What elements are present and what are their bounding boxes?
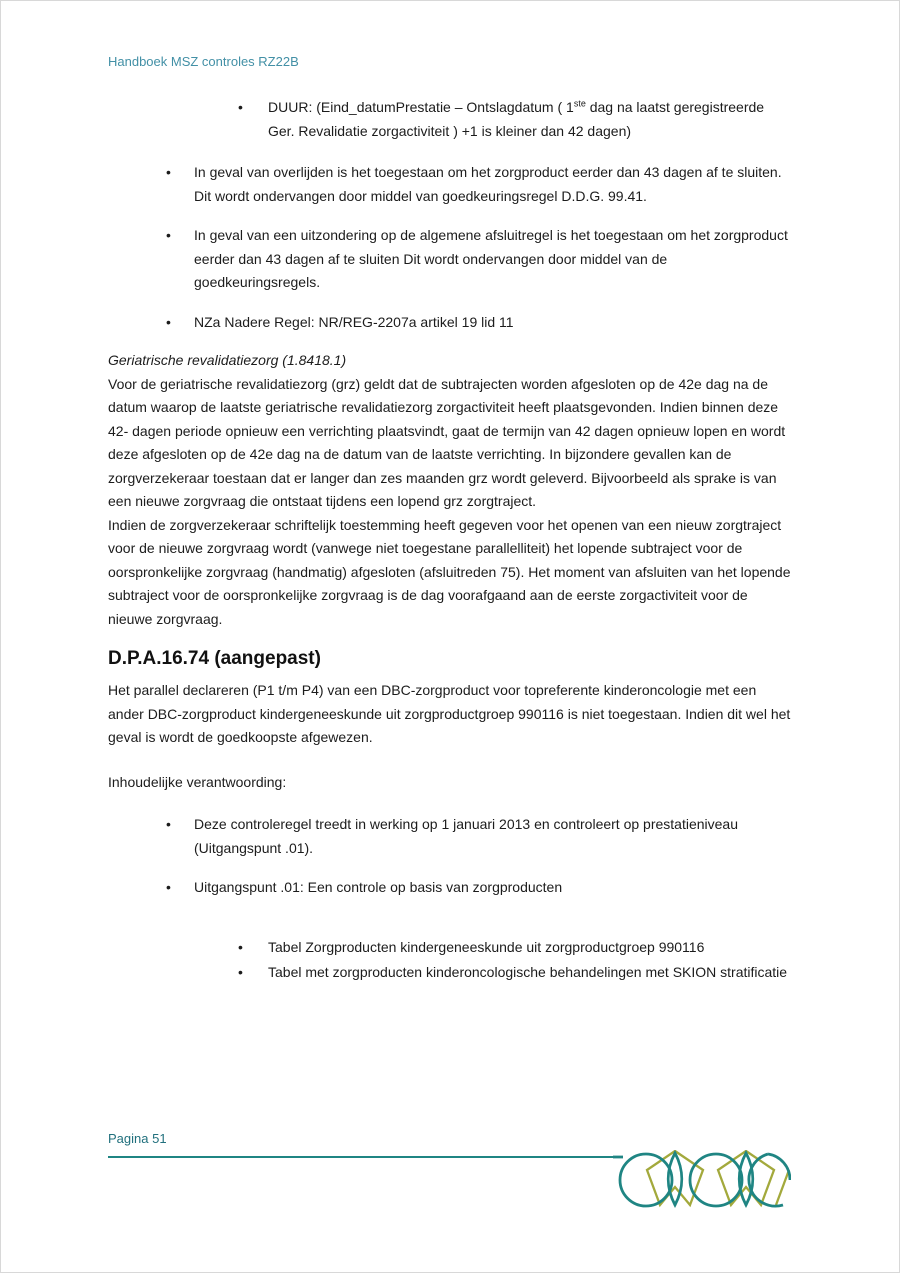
bullet-marker: •	[166, 164, 171, 180]
bullet-item-tabel-kindergeneeskunde	[108, 936, 794, 960]
bullet-item-nza-regel	[108, 311, 794, 335]
bullet-list-tabellen	[108, 936, 794, 985]
bullet-marker: •	[166, 816, 171, 832]
footer-page-number: Pagina 51	[108, 1131, 167, 1146]
bullet-marker: •	[238, 964, 243, 980]
bullet-list-verantwoording	[108, 813, 794, 900]
bullet-item-controleregel	[108, 813, 794, 860]
document-content	[108, 1, 794, 987]
document-header-title: Handboek MSZ controles RZ22B	[108, 54, 299, 69]
label-inhoudelijke-verantwoording: Inhoudelijke verantwoording:	[108, 773, 287, 790]
duur-text-pre: DUUR: (Eind_datumPrestatie – Ontslagdatum ( 1	[268, 99, 574, 115]
bullet-item-uitgangspunt	[108, 876, 794, 900]
paragraph-grz-1: Voor de geriatrische revalidatiezorg (grz) geldt dat de subtrajecten worden afgesloten op de 42e dag na de datum waarop de laatste geriatrische revalidatiezorg zorgactiviteit heeft plaatsgevonden. Indien binnen deze 42- dagen periode opnieuw een verrichting plaatsvindt, gaat de termijn van 42 dagen opnieuw lopen en wordt deze afgesloten op de 42e dag na de datum van de laatste verrichting. In bijzondere gevallen kan de zorgverzekeraar toestaan dat er langer dan zes maanden grz wordt geleverd. Bijvoorbeeld als sprake is van een nieuwe zorgvraag die ontstaat tijdens een lopend grz zorgtraject.	[108, 375, 786, 509]
bullet-text: In geval van een uitzondering op de algemene afsluitregel is het toegestaan om het zorgproduct eerder dan 43 dagen af te sluiten Dit wordt ondervangen door middel van de goedkeuringsregels.	[194, 227, 788, 290]
bullet-item-overlijden	[108, 161, 794, 208]
bullet-text: Deze controleregel treedt in werking op 1 januari 2013 en controleert op prestatieniveau (Uitgangspunt .01).	[194, 816, 739, 856]
bullet-text-duur	[268, 96, 794, 143]
paragraph-grz-2: Indien de zorgverzekeraar schriftelijk toestemming heeft gegeven voor het openen van een nieuw zorgtraject voor de nieuwe zorgvraag wordt (vanwege niet toegestane parallelliteit) het lopende subtraject voor de oorspronkelijke zorgvraag (handmatig) afgesloten (afsluitreden 75). Het moment van afsluiten van het lopende subtraject voor de oorspronkelijke zorgvraag is de dag voorafgaand aan de eerste zorgactiviteit voor de nieuwe zorgvraag.	[108, 516, 791, 627]
organization-logo-icon	[613, 1150, 791, 1208]
bullet-text: NZa Nadere Regel: NR/REG-2207a artikel 19 lid 11	[194, 313, 514, 330]
bullet-text: Tabel Zorgproducten kindergeneeskunde uit zorgproductgroep 990116	[268, 938, 705, 955]
duur-text-post: dag na laatst geregistreerde Ger. Revalidatie zorgactiviteit ) +1 is kleiner dan 42 dagen)	[268, 99, 765, 139]
bullet-item-uitzondering	[108, 224, 794, 295]
footer-divider-line	[108, 1156, 616, 1158]
bullet-item-tabel-kinderoncologisch	[108, 961, 794, 985]
bullet-text: In geval van overlijden is het toegestaan om het zorgproduct eerder dan 43 dagen af te sluiten. Dit wordt ondervangen door middel van goedkeuringsregel D.D.G. 99.41.	[194, 164, 782, 204]
bullet-text: Tabel met zorgproducten kinderoncologische behandelingen met SKION stratificatie	[268, 964, 788, 980]
section-heading-geriatrische-revalidatiezorg: Geriatrische revalidatiezorg (1.8418.1)	[108, 352, 347, 368]
bullet-marker: •	[238, 938, 243, 955]
bullet-text: Uitgangspunt .01: Een controle op basis van zorgproducten	[194, 879, 563, 895]
bullet-list-level1	[108, 161, 794, 334]
bullet-item-duur	[108, 96, 794, 143]
bullet-marker: •	[166, 227, 171, 243]
bullet-marker: •	[238, 99, 243, 115]
paragraph-dpa: Het parallel declareren (P1 t/m P4) van een DBC-zorgproduct voor topreferente kinderoncologie met een ander DBC-zorgproduct kindergeneeskunde uit zorgproductgroep 990116 is niet toegestaan. Indien dit wel het geval is wordt de goedkoopste afgewezen.	[108, 682, 791, 745]
duur-superscript: ste	[573, 98, 586, 109]
bullet-marker: •	[166, 879, 171, 895]
bullet-marker: •	[166, 313, 171, 330]
section-heading-dpa-16-74: D.P.A.16.74 (aangepast)	[108, 648, 321, 669]
